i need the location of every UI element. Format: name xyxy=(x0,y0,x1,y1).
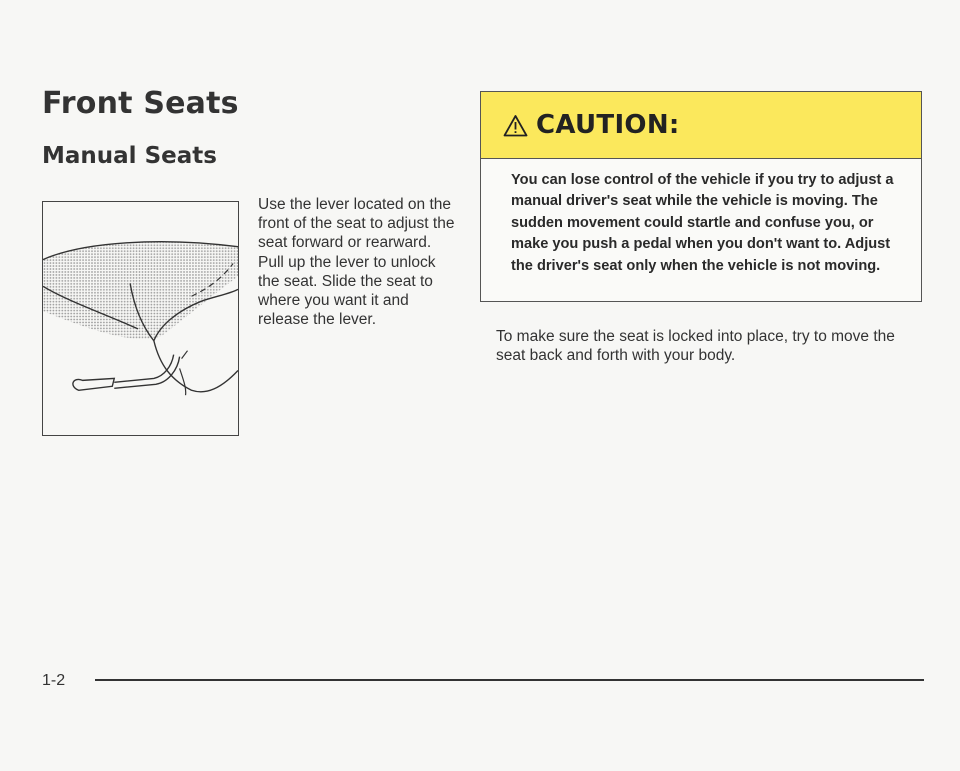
caution-header xyxy=(481,92,921,159)
lock-check-text: To make sure the seat is locked into place, try to move the seat back and forth with your body. xyxy=(496,328,895,365)
caution-box xyxy=(480,91,922,302)
caution-text: You can lose control of the vehicle if you try to adjust a manual driver's seat while the vehicle is moving. The sudden movement could startle and confuse you, or make you push a pedal when you don't want to. Adjust the driver's seat only when the vehicle is not moving. xyxy=(511,172,894,274)
instruction-text: Use the lever located on the front of the seat to adjust the seat forward or rearward. Pull up the lever to unlock the seat. Slide the seat to where you want it and release the lever. xyxy=(258,196,455,329)
seat-lever-figure xyxy=(42,201,239,436)
footer-rule xyxy=(95,679,924,681)
page-number: 1-2 xyxy=(42,672,66,689)
seat-lever-illustration-icon xyxy=(43,202,238,435)
caution-title: CAUTION: xyxy=(536,110,680,140)
section-heading: Front Seats xyxy=(42,86,239,121)
subsection-heading: Manual Seats xyxy=(42,143,217,169)
warning-triangle-icon xyxy=(503,114,528,137)
